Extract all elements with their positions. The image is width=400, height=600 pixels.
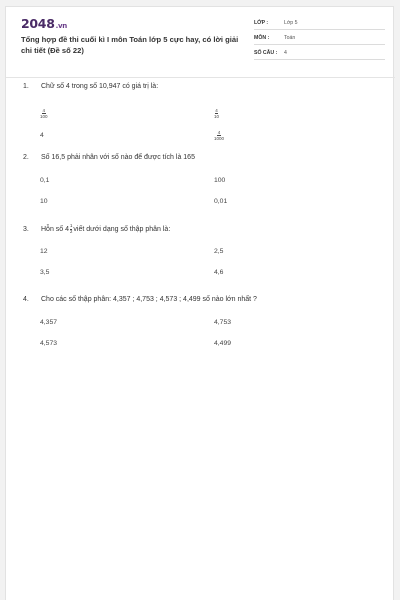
question-number: 1.: [23, 83, 29, 90]
meta-grade-value: Lớp 5: [284, 20, 298, 26]
option-a[interactable]: 4,357: [40, 319, 58, 326]
question-number: 3.: [23, 225, 29, 233]
question-2-text: [23, 154, 195, 161]
header-divider: [6, 77, 395, 78]
fraction: $\frac{4}{10}$: [214, 108, 220, 119]
question-prompt: Số 16,5 phải nhân với số nào để được tích là 165: [41, 154, 195, 161]
meta-grade-label: LỚP :: [254, 20, 269, 26]
question-prompt: Chữ số 4 trong số 10,947 có giá trị là:: [41, 83, 159, 90]
question-prompt-before: Hỗn số 4: [41, 225, 70, 233]
question-number: 2.: [23, 154, 29, 161]
option-c[interactable]: 3,5: [40, 269, 50, 276]
option-d[interactable]: 4,499: [214, 340, 232, 347]
option-d[interactable]: 0,01: [214, 198, 228, 205]
meta-subject: [254, 32, 385, 45]
option-a[interactable]: [40, 108, 48, 119]
logo-suffix: .vn: [55, 22, 67, 30]
option-c[interactable]: 4: [40, 132, 44, 139]
meta-subject-value: Toán: [284, 35, 296, 41]
question-number: 4.: [23, 296, 29, 303]
site-logo[interactable]: [21, 16, 67, 31]
exam-title: Tổng hợp đề thi cuối kì I môn Toán lớp 5 cực hay, có lời giải chi tiết (Đề số 22): [21, 35, 239, 55]
option-b[interactable]: 100: [214, 177, 226, 184]
option-c[interactable]: 4,573: [40, 340, 58, 347]
meta-count-value: 4: [284, 50, 287, 56]
option-a[interactable]: 12: [40, 248, 48, 255]
meta-question-count: [254, 47, 385, 60]
option-b[interactable]: 2,5: [214, 248, 224, 255]
option-d[interactable]: 4,6: [214, 269, 224, 276]
fraction: $\frac{4}{100}$: [40, 108, 48, 119]
option-c[interactable]: 10: [40, 198, 48, 205]
meta-count-label: SỐ CÂU :: [254, 50, 278, 56]
question-1-text: [23, 83, 158, 90]
mixed-number-fraction: $\frac{1}{2}$: [70, 223, 73, 234]
option-b[interactable]: [214, 108, 219, 119]
question-3-text: [23, 224, 170, 234]
meta-grade: [254, 17, 385, 30]
option-b[interactable]: 4,753: [214, 319, 232, 326]
meta-subject-label: MÔN :: [254, 35, 270, 41]
option-a[interactable]: 0,1: [40, 177, 50, 184]
fraction: $\frac{4}{1000}$: [214, 130, 225, 141]
question-4-text: [23, 296, 257, 303]
exam-sheet: [5, 6, 394, 600]
question-prompt-after: viết dưới dạng số thập phân là:: [73, 225, 171, 233]
option-d[interactable]: [214, 130, 224, 141]
exam-header: [6, 7, 395, 69]
question-prompt: Cho các số thập phân: 4,357 ; 4,753 ; 4,573 ; 4,499 số nào lớn nhất ?: [41, 296, 257, 303]
logo-main: 2048: [21, 16, 55, 31]
